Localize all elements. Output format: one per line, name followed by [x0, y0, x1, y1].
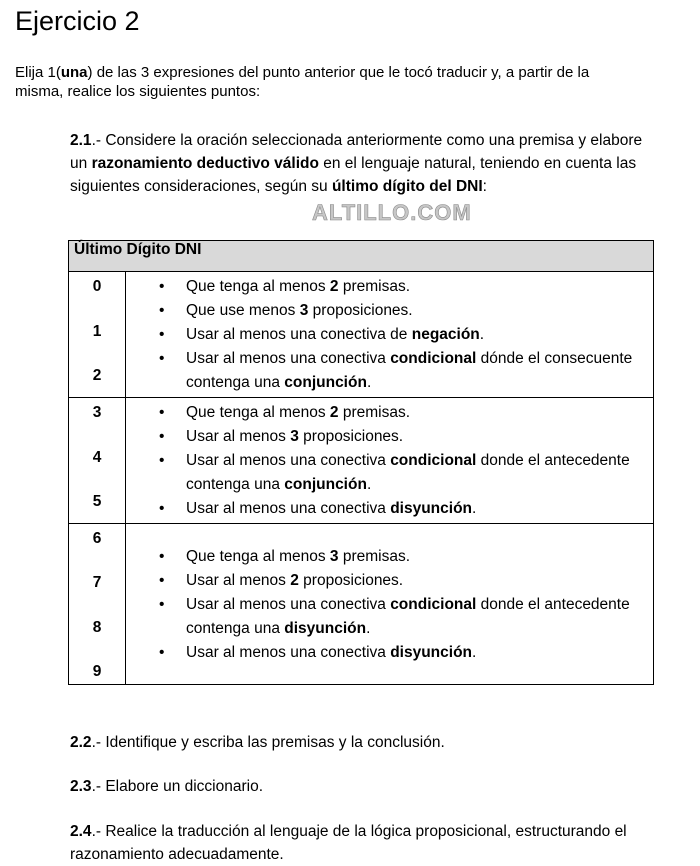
intro-paragraph [15, 63, 685, 101]
digit: 6 [92, 530, 102, 547]
digit: 8 [92, 619, 102, 636]
digits-cell [69, 398, 126, 524]
digit: 0 [92, 278, 102, 295]
dni-table [68, 240, 654, 685]
table-header-row [69, 241, 654, 272]
section-text: .- Elabore un diccionario. [91, 778, 264, 795]
intro-text: misma, realice los siguientes puntos: [15, 83, 261, 100]
digit: 4 [92, 449, 102, 466]
list-item: • Usar al menos una conectiva disyunción. [126, 497, 653, 521]
list-item: • Usar al menos 2 proposiciones. [126, 569, 653, 593]
section-number: 2.4 [70, 823, 92, 840]
digit: 2 [92, 367, 102, 384]
list-item: • Usar al menos una conectiva de negación. [126, 323, 653, 347]
digit: 9 [92, 663, 102, 680]
section-number: 2.1 [70, 132, 92, 149]
table-row [69, 398, 654, 524]
page-title: Ejercicio 2 [15, 6, 140, 36]
section-text: siguientes consideraciones, según su [70, 178, 332, 195]
digit: 5 [92, 493, 102, 510]
section-bold: último dígito del DNI [331, 178, 483, 195]
rules-cell [126, 272, 654, 398]
table-header: Último Dígito DNI [69, 241, 654, 272]
list-item: • Que tenga al menos 2 premisas. [126, 401, 653, 425]
section-2-4 [70, 820, 700, 866]
watermark: ALTILLO.COM [312, 200, 472, 225]
rules-cell [126, 524, 654, 685]
section-text: .- Identifique y escriba las premisas y la conclusión. [91, 734, 445, 751]
section-2-2 [70, 731, 690, 754]
digit: 1 [92, 323, 102, 340]
table-row [69, 524, 654, 685]
intro-text: Elija 1( [15, 64, 61, 81]
section-number: 2.3 [70, 778, 92, 795]
digits-cell [69, 272, 126, 398]
section-text: : [482, 178, 487, 195]
list-item: • Que tenga al menos 2 premisas. [126, 275, 653, 299]
section-number: 2.2 [70, 734, 92, 751]
section-2-3 [70, 775, 690, 798]
list-item: • Usar al menos una conectiva condicional donde el antecedente contenga una disyunción. [126, 593, 653, 641]
section-text: .- Realice la traducción al lenguaje de la lógica proposicional, estructurando el [91, 823, 627, 840]
section-text: .- Considere la oración seleccionada anteriormente como una premisa y elabore [91, 132, 643, 149]
digit: 3 [92, 404, 102, 421]
intro-bold: una [60, 64, 88, 81]
list-item: • Usar al menos 3 proposiciones. [126, 425, 653, 449]
section-bold: razonamiento deductivo válido [91, 155, 319, 172]
list-item: • Que use menos 3 proposiciones. [126, 299, 653, 323]
list-item: • Que tenga al menos 3 premisas. [126, 545, 653, 569]
section-text: en el lenguaje natural, teniendo en cuenta las [318, 155, 637, 172]
list-item: • Usar al menos una conectiva condicional donde el antecedente contenga una conjunción. [126, 449, 653, 497]
intro-text: ) de las 3 expresiones del punto anterior que le tocó traducir y, a partir de la [87, 64, 590, 81]
section-text: un [70, 155, 92, 172]
list-item: • Usar al menos una conectiva condicional dónde el consecuente contenga una conjunción. [126, 347, 653, 395]
list-item: • Usar al menos una conectiva disyunción. [126, 641, 653, 665]
digit: 7 [92, 574, 102, 591]
rules-cell [126, 398, 654, 524]
section-2-1 [70, 129, 700, 198]
digits-cell [69, 524, 126, 685]
section-text: razonamiento adecuadamente. [70, 846, 284, 863]
table-row [69, 272, 654, 398]
